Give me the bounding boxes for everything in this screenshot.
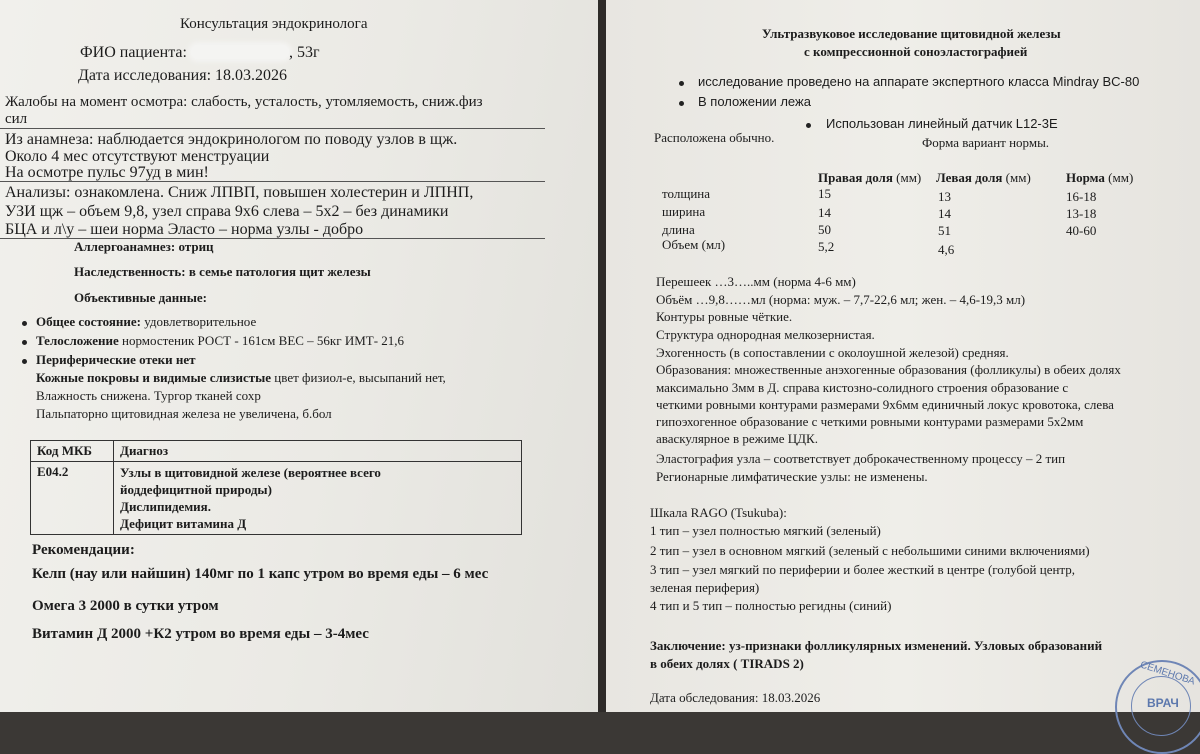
skin-label: Кожные покровы и видимые слизистые	[36, 370, 272, 385]
recommendations-heading: Рекомендации:	[32, 542, 135, 558]
exam-date: Дата исследования: 18.03.2026	[78, 67, 288, 84]
bullet-icon	[806, 123, 811, 128]
contours: Контуры ровные чёткие.	[656, 309, 793, 324]
complaints-line-1: Жалобы на момент осмотра: слабость, усталость, утомляемость, сниж.физ	[5, 94, 483, 110]
patient-name-label: ФИО пациента:	[80, 44, 187, 61]
cell-right: 14	[818, 205, 831, 220]
recommendation-3: Витамин Д 2000 +К2 утром во время еды – 3-4мес	[32, 626, 369, 642]
echogenicity: Эхогенность (в сопоставлении с околоушной железой) средняя.	[656, 345, 1009, 360]
diagnosis-cell	[114, 462, 522, 535]
diagnosis-table	[30, 440, 522, 535]
body-build-value: нормостеник РОСТ - 161см ВЕС – 56кг ИМТ- 21,6	[118, 333, 405, 348]
divider	[0, 128, 545, 129]
cell-norm: 16-18	[1066, 189, 1097, 204]
cell-norm: 13-18	[1066, 206, 1097, 221]
patient-name-line	[80, 44, 320, 62]
header-norm-label: Норма	[1066, 170, 1105, 185]
bullet-icon	[22, 321, 27, 326]
header-left-lobe	[936, 170, 1031, 186]
allergo-history: Аллергоанамнез: отриц	[74, 239, 214, 254]
general-state	[36, 314, 256, 330]
consultation-sheet	[0, 0, 598, 712]
complaints-line-2: сил	[5, 111, 28, 127]
diagnosis-header: Диагноз	[114, 441, 522, 462]
analyses-line-1: Анализы: ознакомлена. Сниж ЛПВП, повышен холестерин и ЛПНП,	[5, 184, 474, 201]
recommendation-1: Келп (нау или найшин) 140мг по 1 капс утром во время еды – 6 мес	[32, 566, 489, 582]
row-label: длина	[662, 222, 695, 237]
lymph-nodes: Регионарные лимфатические узлы: не изменены.	[656, 469, 928, 484]
table-row	[31, 462, 522, 535]
diagnosis-line: Дефицит витамина Д	[120, 516, 247, 531]
body-build	[36, 333, 404, 349]
bullet-icon	[679, 101, 684, 106]
cell-norm: 40-60	[1066, 223, 1097, 238]
rago-type-3: 3 тип – узел мягкий по периферии и более жесткий в центре (голубой центр,	[650, 562, 1076, 577]
bullet-icon	[22, 359, 27, 364]
rago-title: Шкала RAGO (Tsukuba):	[650, 505, 787, 520]
header-left-lobe-label: Левая доля	[936, 170, 1003, 185]
objective-heading: Объективные данные:	[74, 290, 207, 305]
header-norm-unit: (мм)	[1104, 170, 1134, 185]
general-state-label: Общее состояние:	[36, 314, 141, 329]
patient-age: , 53г	[288, 44, 320, 61]
icd-code: E04.2	[31, 462, 114, 535]
skin	[36, 370, 446, 386]
formations-line-5: аваскулярное в режиме ЦДК.	[656, 431, 818, 446]
ultrasound-title-1: Ультразвуковое исследование щитовидной железы	[762, 26, 1061, 41]
isthmus: Перешеек …3…..мм (норма 4-6 мм)	[656, 274, 856, 289]
diagnosis-line: йоддефицитной природы)	[120, 482, 272, 497]
skin-line-2: Влажность снижена. Тургор тканей сохр	[36, 388, 261, 403]
bullet-icon	[679, 81, 684, 86]
form: Форма вариант нормы.	[922, 135, 1050, 150]
doctor-stamp	[1115, 660, 1200, 754]
thyroid-palpation: Пальпаторно щитовидная железа не увеличена, б.бол	[36, 406, 332, 421]
formations-line-4: гипоэхогенное образование с четкими ровными контурами размерами 5х2мм	[656, 414, 1084, 429]
table-row	[31, 441, 522, 462]
location: Расположена обычно.	[654, 130, 775, 145]
divider	[0, 181, 545, 182]
conclusion-line-2: в обеих долях ( TIRADS 2)	[650, 656, 804, 671]
row-label: ширина	[662, 204, 706, 219]
header-norm	[1066, 170, 1133, 186]
header-right-lobe	[818, 170, 921, 186]
bullet-icon	[22, 340, 27, 345]
ultrasound-sheet	[606, 0, 1200, 712]
method-bullet-2: В положении лежа	[698, 94, 811, 109]
heredity: Наследственность: в семье патология щит железы	[74, 264, 371, 279]
analyses-line-2: УЗИ щж – объем 9,8, узел справа 9х6 слева – 5х2 – без динамики	[5, 203, 449, 220]
redacted-name	[191, 45, 289, 59]
rago-type-2: 2 тип – узел в основном мягкий (зеленый с небольшими синими включениями)	[650, 543, 1090, 558]
rago-type-3-cont: зеленая периферия)	[650, 580, 760, 595]
cell-right: 50	[818, 222, 831, 237]
header-left-lobe-unit: (мм)	[1002, 170, 1031, 185]
cell-right: 15	[818, 186, 831, 201]
anamnesis-line-1: Из анамнеза: наблюдается эндокринологом по поводу узлов в щж.	[5, 131, 458, 148]
recommendation-2: Омега 3 2000 в сутки утром	[32, 598, 219, 614]
exam-date-footer: Дата обследования: 18.03.2026	[650, 690, 821, 705]
diagnosis-line: Дислипидемия.	[120, 499, 211, 514]
structure: Структура однородная мелкозернистая.	[656, 327, 875, 342]
rago-type-4-5: 4 тип и 5 тип – полностью регидны (синий)	[650, 598, 892, 613]
conclusion-line-1: Заключение: уз-признаки фолликулярных изменений. Узловых образований	[650, 638, 1103, 653]
general-state-value: удовлетворительное	[141, 314, 257, 329]
row-label: Объем (мл)	[662, 237, 726, 252]
cell-left: 13	[938, 189, 951, 204]
analyses-line-3: БЦА и л\у – шеи норма Эласто – норма узлы - добро	[5, 221, 364, 238]
method-bullet-3: Использован линейный датчик L12-3E	[826, 116, 1058, 131]
header-right-lobe-unit: (мм)	[892, 170, 922, 185]
formations-line-2: максимально 3мм в Д. справа кистозно-солидного строения образование с	[656, 380, 1069, 395]
cell-right: 5,2	[818, 239, 835, 254]
elastography: Эластография узла – соответствует доброкачественному процессу – 2 тип	[656, 451, 1066, 466]
stamp-name: СЕМЕНОВА	[1138, 659, 1197, 688]
icd-code-header: Код МКБ	[31, 441, 114, 462]
diagnosis-line: Узлы в щитовидной железе (вероятнее всего	[120, 465, 381, 480]
anamnesis-line-2: Около 4 мес отсутствуют менструации	[5, 148, 270, 165]
method-bullet-1: исследование проведено на аппарате экспертного класса Mindray BC-80	[698, 74, 1140, 89]
skin-value: цвет физиол-е, высыпаний нет,	[271, 370, 446, 385]
rago-type-1: 1 тип – узел полностью мягкий (зеленый)	[650, 523, 881, 538]
formations-line-3: четкими ровными контурами размерами 9х6мм единичный локус кровотока, слева	[656, 397, 1114, 412]
body-build-label: Телосложение	[36, 333, 119, 348]
stamp-title: ВРАЧ	[1147, 696, 1179, 710]
cell-left: 14	[938, 206, 951, 221]
cell-left: 4,6	[938, 242, 955, 257]
edema: Периферические отеки нет	[36, 352, 196, 367]
anamnesis-line-3: На осмотре пульс 97уд в мин!	[5, 164, 209, 181]
page-gap	[598, 0, 606, 712]
volume: Объём …9,8……мл (норма: муж. – 7,7-22,6 мл; жен. – 4,6-19,3 мл)	[656, 292, 1026, 307]
consultation-title: Консультация эндокринолога	[180, 16, 368, 32]
formations-line-1: Образования: множественные анэхогенные образования (фолликулы) в обеих долях	[656, 362, 1121, 377]
row-label: толщина	[662, 186, 711, 201]
header-right-lobe-label: Правая доля	[818, 170, 893, 185]
cell-left: 51	[938, 223, 951, 238]
ultrasound-title-2: с компрессионной соноэластографией	[804, 44, 1028, 59]
